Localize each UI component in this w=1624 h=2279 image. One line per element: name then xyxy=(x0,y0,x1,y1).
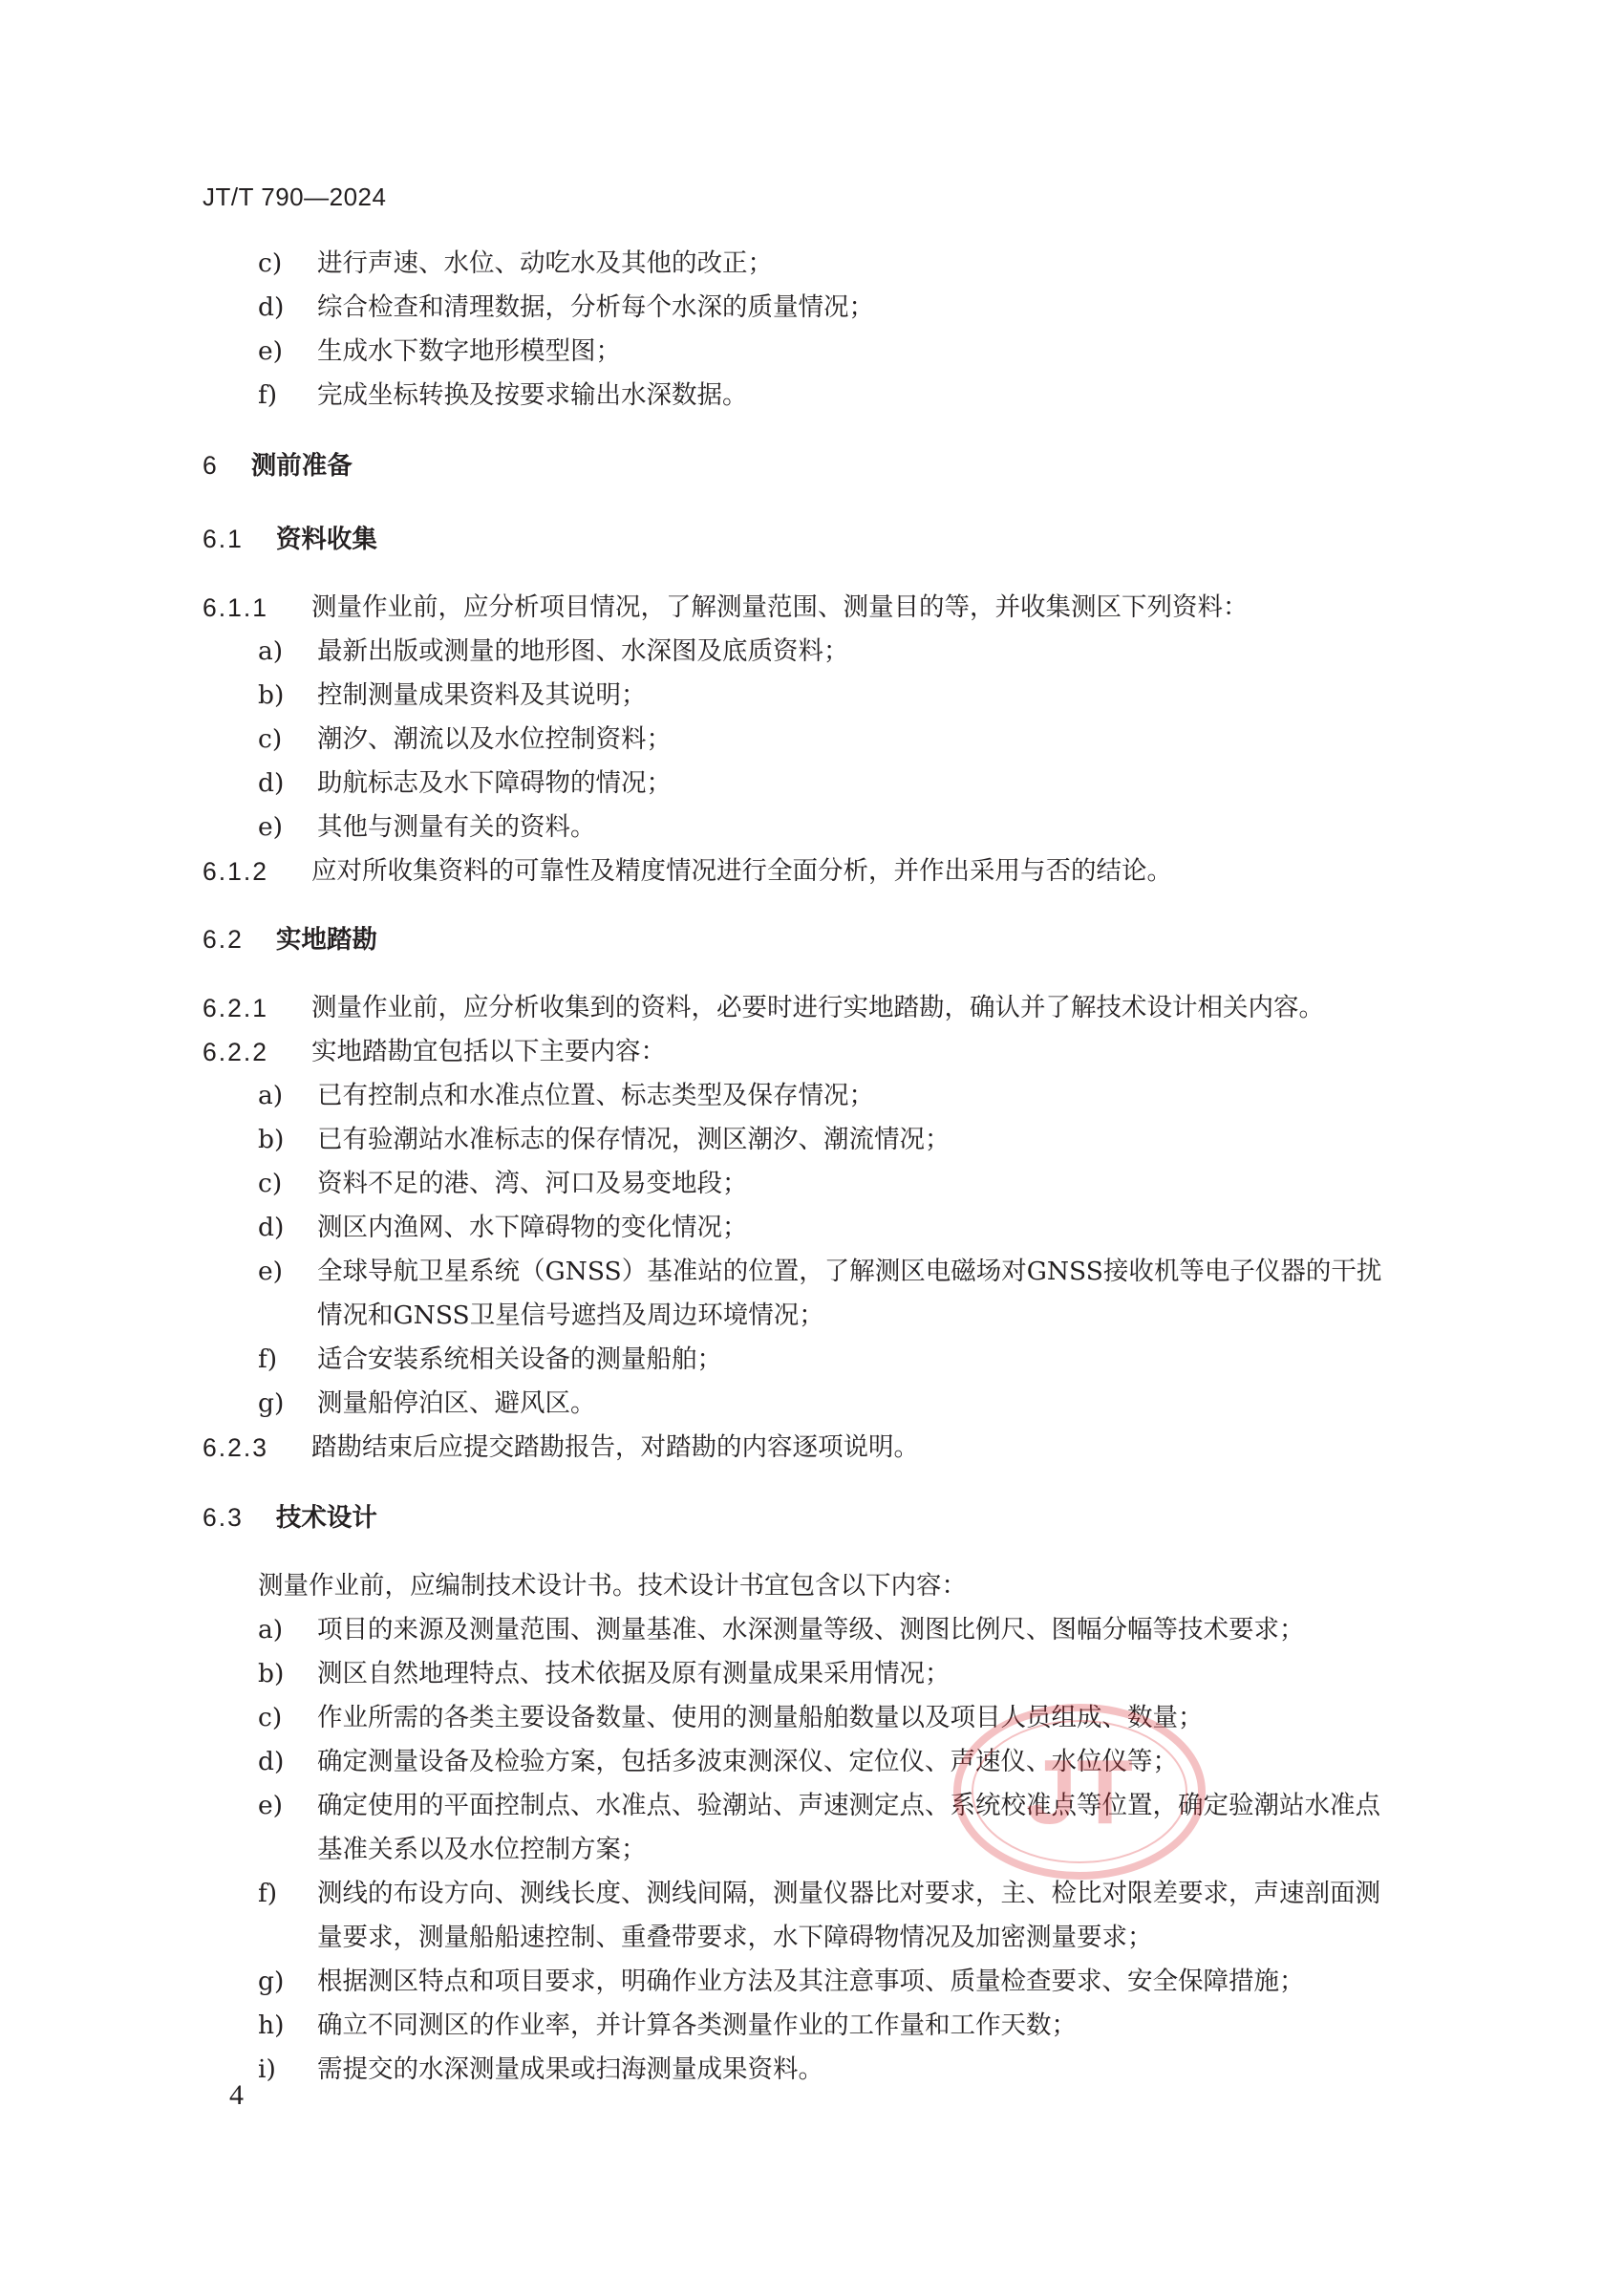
list-item-text: 控制测量成果资料及其说明； xyxy=(317,680,647,710)
clause-number: 6.1.2 xyxy=(203,857,268,886)
section-intro-text: 测量作业前，应编制技术设计书。技术设计书宜包含以下内容： xyxy=(258,1571,967,1601)
section-number: 6 xyxy=(203,451,219,480)
section-title: 资料收集 xyxy=(275,525,377,553)
list-item-text: 潮汐、潮流以及水位控制资料； xyxy=(317,724,672,754)
clause-text: 踏勘结束后应提交踏勘报告，对踏勘的内容逐项说明。 xyxy=(311,1432,919,1462)
list-marker: e) xyxy=(258,1791,284,1820)
list-item-text: 已有控制点和水准点位置、标志类型及保存情况； xyxy=(317,1081,874,1110)
clause-number: 6.2.2 xyxy=(203,1038,268,1066)
list-marker: e) xyxy=(258,336,284,366)
section-title: 测前准备 xyxy=(250,451,353,480)
section-number: 6.1 xyxy=(203,525,244,553)
list-marker: f) xyxy=(258,1344,278,1374)
list-item-text: 测区内渔网、水下障碍物的变化情况； xyxy=(317,1213,748,1242)
list-marker: c) xyxy=(258,724,283,754)
list-marker: d) xyxy=(258,768,285,798)
list-marker: b) xyxy=(258,1125,285,1154)
list-marker: a) xyxy=(258,636,284,666)
list-item-text: 助航标志及水下障碍物的情况； xyxy=(317,768,672,798)
list-marker: g) xyxy=(258,1967,285,1996)
clause-text: 测量作业前，应分析项目情况，了解测量范围、测量目的等，并收集测区下列资料： xyxy=(311,592,1249,622)
list-marker: d) xyxy=(258,292,285,322)
list-marker: f) xyxy=(258,380,278,410)
section-number: 6.3 xyxy=(203,1503,244,1532)
list-item-text: 基准关系以及水位控制方案； xyxy=(317,1835,647,1864)
list-item-text: 情况和GNSS卫星信号遮挡及周边环境情况； xyxy=(317,1301,824,1330)
list-marker: a) xyxy=(258,1615,284,1645)
list-item-text: 确定测量设备及检验方案，包括多波束测深仪、定位仪、声速仪、水位仪等； xyxy=(317,1747,1178,1776)
list-item-text: 其他与测量有关的资料。 xyxy=(317,812,596,842)
list-marker: g) xyxy=(258,1388,285,1418)
list-item-text: 量要求，测量船船速控制、重叠带要求，水下障碍物情况及加密测量要求； xyxy=(317,1923,1153,1952)
list-item-text: 项目的来源及测量范围、测量基准、水深测量等级、测图比例尺、图幅分幅等技术要求； xyxy=(317,1615,1305,1645)
jt-watermark-icon xyxy=(951,1701,1208,1882)
list-marker: a) xyxy=(258,1081,284,1110)
watermark-text: JT xyxy=(1025,1741,1134,1843)
list-item-text: 作业所需的各类主要设备数量、使用的测量船舶数量以及项目人员组成、数量； xyxy=(317,1703,1204,1732)
section-heading-6-3 xyxy=(203,1498,377,1537)
list-item-text: 确定使用的平面控制点、水准点、验潮站、声速测定点、系统校准点等位置，确定验潮站水准点 xyxy=(317,1791,1380,1820)
list-item-text: 最新出版或测量的地形图、水深图及底质资料； xyxy=(317,636,849,666)
list-item-text: 完成坐标转换及按要求输出水深数据。 xyxy=(317,380,748,410)
clause-text: 实地踏勘宜包括以下主要内容： xyxy=(311,1037,666,1066)
list-marker: f) xyxy=(258,1879,278,1908)
clause-number: 6.2.1 xyxy=(203,994,268,1022)
section-heading-6 xyxy=(203,446,353,484)
section-title: 技术设计 xyxy=(275,1503,377,1532)
list-item-text: 测区自然地理特点、技术依据及原有测量成果采用情况； xyxy=(317,1659,951,1688)
list-item-text: 已有验潮站水准标志的保存情况，测区潮汐、潮流情况； xyxy=(317,1125,951,1154)
list-marker: b) xyxy=(258,680,285,710)
list-marker: e) xyxy=(258,1257,284,1286)
page-number: 4 xyxy=(229,2079,244,2111)
list-marker: e) xyxy=(258,812,284,842)
clause-number: 6.2.3 xyxy=(203,1433,268,1462)
list-marker: d) xyxy=(258,1213,285,1242)
list-item-text: 确立不同测区的作业率，并计算各类测量作业的工作量和工作天数； xyxy=(317,2010,1077,2040)
list-item-text: 测线的布设方向、测线长度、测线间隔，测量仪器比对要求，主、检比对限差要求，声速剖面测 xyxy=(317,1879,1380,1908)
list-marker: h) xyxy=(258,2010,285,2040)
list-marker: c) xyxy=(258,1703,283,1732)
list-item-text: 需提交的水深测量成果或扫海测量成果资料。 xyxy=(317,2054,823,2084)
section-title: 实地踏勘 xyxy=(275,925,377,954)
list-marker: b) xyxy=(258,1659,285,1688)
list-item-text: 适合安装系统相关设备的测量船舶； xyxy=(317,1344,722,1374)
clause-text: 应对所收集资料的可靠性及精度情况进行全面分析，并作出采用与否的结论。 xyxy=(311,856,1172,886)
list-item-text: 测量船停泊区、避风区。 xyxy=(317,1388,596,1418)
list-marker: c) xyxy=(258,248,283,278)
clause-text: 测量作业前，应分析收集到的资料，必要时进行实地踏勘，确认并了解技术设计相关内容。 xyxy=(311,993,1324,1022)
list-item-text: 进行声速、水位、动吃水及其他的改正； xyxy=(317,248,773,278)
clause-number: 6.1.1 xyxy=(203,593,268,622)
section-heading-6-1 xyxy=(203,520,377,558)
list-item-text: 根据测区特点和项目要求，明确作业方法及其注意事项、质量检查要求、安全保障措施； xyxy=(317,1967,1305,1996)
list-marker: d) xyxy=(258,1747,285,1776)
document-id-header: JT/T 790—2024 xyxy=(203,183,387,211)
list-item-text: 生成水下数字地形模型图； xyxy=(317,336,621,366)
section-number: 6.2 xyxy=(203,925,244,954)
list-marker: c) xyxy=(258,1169,283,1198)
section-heading-6-2 xyxy=(203,920,377,958)
list-marker: i) xyxy=(258,2054,276,2084)
list-item-text: 资料不足的港、湾、河口及易变地段； xyxy=(317,1169,748,1198)
list-item-text: 全球导航卫星系统（GNSS）基准站的位置，了解测区电磁场对GNSS接收机等电子仪器的干扰 xyxy=(317,1257,1382,1286)
list-item-text: 综合检查和清理数据，分析每个水深的质量情况； xyxy=(317,292,874,322)
